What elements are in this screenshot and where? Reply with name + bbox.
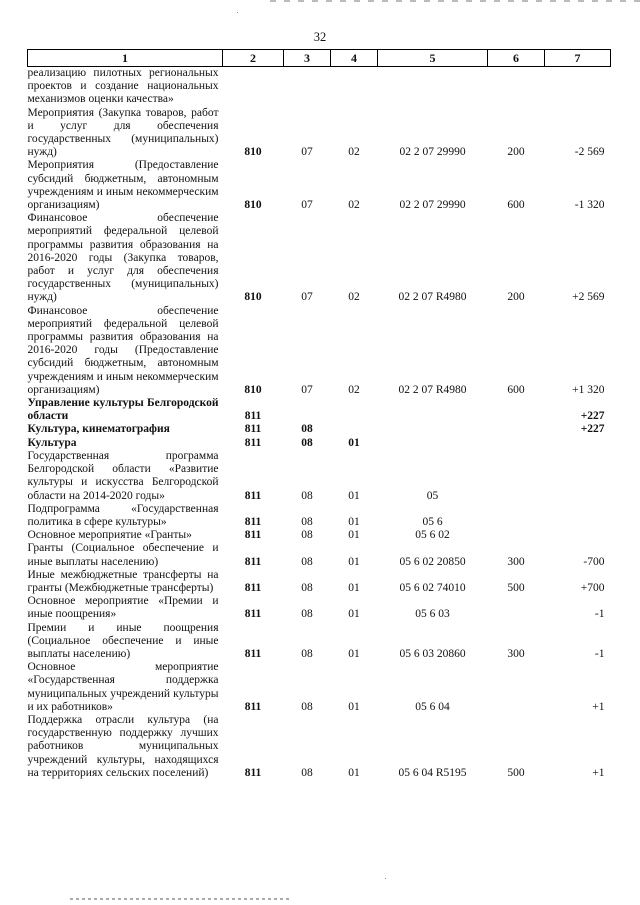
target-article-cell: 05 6 02 [415,529,450,542]
row-name-cell: Гранты (Социальное обеспечение и иные выплаты населению) [27,542,219,568]
amount-cell: +1 320 [572,383,605,396]
expense-type-cell: 500 [507,766,525,779]
table-row [28,212,611,304]
subsection-code-cell: 01 [348,647,360,660]
subsection-code-cell: 01 [348,581,360,594]
subsection-code-cell [331,423,378,436]
table-row [28,542,611,568]
table-row [28,595,611,621]
target-article-cell [378,397,488,423]
section-code-cell: 08 [301,555,313,568]
subsection-code-cell [331,397,378,423]
expense-type-cell [488,67,545,107]
expense-type-cell [488,437,545,450]
section-code-cell: 07 [301,146,313,159]
column-header: 3 [284,50,331,67]
ministry-code-cell: 810 [244,146,262,159]
ministry-code-cell: 811 [244,489,262,502]
expense-type-cell [488,450,545,503]
target-article-cell [378,437,488,450]
expense-type-cell [488,397,545,423]
ministry-code-cell: 810 [244,291,262,304]
section-code-cell: 08 [301,700,313,713]
ministry-code-cell: 811 [244,581,262,594]
row-name-cell: Основное мероприятие «Государственная поддержка муниципальных учреждений культуры и их работников» [27,661,219,713]
scan-artifact-top [270,0,640,2]
expense-type-cell: 300 [507,647,525,660]
ministry-code-cell: 810 [244,199,262,212]
section-code-cell: 07 [301,291,313,304]
target-article-cell: 05 6 [422,515,443,528]
ministry-code-cell: 811 [244,647,262,660]
target-article-cell: 05 6 04 [415,700,450,713]
section-code-cell: 07 [301,199,313,212]
row-name-cell: Основное мероприятие «Премии и иные поощрения» [27,595,219,621]
expense-type-cell: 200 [507,146,525,159]
subsection-code-cell: 01 [348,766,360,779]
expense-type-cell [488,503,545,529]
target-article-cell: 05 6 02 74010 [399,581,466,594]
section-code-cell: 07 [301,383,313,396]
target-article-cell: 05 6 03 [415,608,450,621]
subsection-code-cell: 01 [348,489,360,502]
row-name-cell: Мероприятия (Предоставление субсидий бюджетным, автономным учреждениям и иным некоммерческим организациям) [27,159,219,212]
table-body [28,67,611,780]
scan-speck [237,12,238,13]
section-code-cell: 08 [301,608,313,621]
row-name-cell: Финансовое обеспечение мероприятий федеральной целевой программы развития образования на 2016-2020 годы (Закупка товаров, работ и услуг для обеспечения государственных (муниципальных) нужд) [27,212,219,304]
target-article-cell: 02 2 07 29990 [399,199,466,212]
row-name-cell: Иные межбюджетные трансферты на гранты (Межбюджетные трансферты) [27,568,219,594]
amount-cell: +227 [580,423,605,436]
budget-table [27,49,611,780]
table-row [28,529,611,542]
section-code-cell [284,397,331,423]
target-article-cell [378,423,488,436]
table-row [28,450,611,503]
ministry-code-cell: 811 [244,529,262,542]
subsection-code-cell: 01 [348,515,360,528]
table-row [28,714,611,780]
section-code-cell: 08 [301,766,313,779]
amount-cell [545,67,611,107]
table-row [28,397,611,423]
section-code-cell [284,67,331,107]
table-row [28,67,611,107]
amount-cell [545,450,611,503]
table-row [28,107,611,160]
row-name-cell: Культура, кинематография [27,423,170,436]
expense-type-cell: 300 [507,555,525,568]
amount-cell [545,529,611,542]
table-row [28,569,611,595]
subsection-code-cell [331,67,378,107]
column-header: 5 [378,50,488,67]
section-code-cell: 08 [301,515,313,528]
row-name-cell: Основное мероприятие «Гранты» [27,529,192,542]
amount-cell: -1 [594,647,605,660]
amount-cell: +1 [592,766,605,779]
table-row [28,159,611,212]
amount-cell: +2 569 [572,291,605,304]
subsection-code-cell: 01 [348,608,360,621]
table-header-row [28,50,611,67]
amount-cell: +1 [592,700,605,713]
subsection-code-cell: 01 [348,529,360,542]
section-code-cell: 08 [301,581,313,594]
ministry-code-cell: 810 [244,383,262,396]
ministry-code-cell: 811 [244,515,262,528]
amount-cell: +700 [580,581,605,594]
section-code-cell: 08 [301,489,313,502]
expense-type-cell: 600 [507,383,525,396]
row-name-cell: Финансовое обеспечение мероприятий федеральной целевой программы развития образования на 2016-2020 годы (Предоставление субсидий бюджетным, автономным учреждениям и иным некоммерческим организациям) [27,304,219,396]
subsection-code-cell: 02 [348,199,360,212]
row-name-cell: Государственная программа Белгородской области «Развитие культуры и искусства Белгородской области на 2014-2020 годы» [27,449,219,502]
expense-type-cell [488,595,545,621]
column-header: 2 [223,50,284,67]
table-row [28,423,611,436]
ministry-code-cell: 811 [244,700,262,713]
amount-cell: -700 [583,555,605,568]
table-row [28,305,611,397]
subsection-code-cell: 01 [348,555,360,568]
row-name-cell: Поддержка отрасли культура (на государственную поддержку лучших работников муниципальных учреждений культуры, находящихся на территориях сельских поселений) [27,713,219,779]
table-row [28,622,611,662]
row-name-cell: реализацию пилотных региональных проектов и создание национальных механизмов оценки качества» [27,67,219,106]
target-article-cell: 05 [426,489,439,502]
ministry-code-cell: 811 [244,410,262,423]
page-number: 32 [313,30,327,44]
scan-artifact-bottom [70,898,290,900]
target-article-cell: 02 2 07 29990 [399,146,466,159]
row-name-cell: Мероприятия (Закупка товаров, работ и услуг для обеспечения государственных (муниципальных) нужд) [27,106,219,159]
ministry-code-cell: 811 [244,555,262,568]
table-row [28,503,611,529]
expense-type-cell: 500 [507,581,525,594]
row-name-cell: Культура [27,436,77,449]
row-name-cell: Премии и иные поощрения (Социальное обеспечение и иные выплаты населению) [27,621,219,660]
amount-cell: -2 569 [574,146,605,159]
subsection-code-cell: 01 [348,436,360,449]
target-article-cell: 02 2 07 R4980 [398,383,467,396]
subsection-code-cell: 02 [348,383,360,396]
section-code-cell: 08 [301,647,313,660]
target-article-cell: 05 6 04 R5195 [398,766,467,779]
section-code-cell: 08 [301,423,313,436]
ministry-code-cell [223,67,284,107]
subsection-code-cell: 01 [348,700,360,713]
ministry-code-cell: 811 [244,436,262,449]
table-row [28,437,611,450]
ministry-code-cell: 811 [244,423,262,436]
expense-type-cell [488,661,545,714]
column-header: 1 [28,50,223,67]
column-header: 6 [488,50,545,67]
section-code-cell: 08 [301,436,313,449]
row-name-cell: Управление культуры Белгородской области [27,397,219,423]
table-row [28,661,611,714]
subsection-code-cell: 02 [348,291,360,304]
expense-type-cell [488,423,545,436]
amount-cell: -1 320 [574,199,605,212]
row-name-cell: Подпрограмма «Государственная политика в сфере культуры» [27,502,219,528]
amount-cell: +227 [580,410,605,423]
section-code-cell: 08 [301,529,313,542]
scan-speck [385,878,386,879]
amount-cell: -1 [594,608,605,621]
column-header: 7 [545,50,611,67]
column-header: 4 [331,50,378,67]
amount-cell [545,503,611,529]
ministry-code-cell: 811 [244,608,262,621]
expense-type-cell: 600 [507,199,525,212]
target-article-cell: 05 6 03 20860 [399,647,466,660]
expense-type-cell: 200 [507,291,525,304]
expense-type-cell [488,529,545,542]
target-article-cell [378,67,488,107]
ministry-code-cell: 811 [244,766,262,779]
target-article-cell: 02 2 07 R4980 [398,291,467,304]
subsection-code-cell: 02 [348,146,360,159]
target-article-cell: 05 6 02 20850 [399,555,466,568]
amount-cell [545,437,611,450]
